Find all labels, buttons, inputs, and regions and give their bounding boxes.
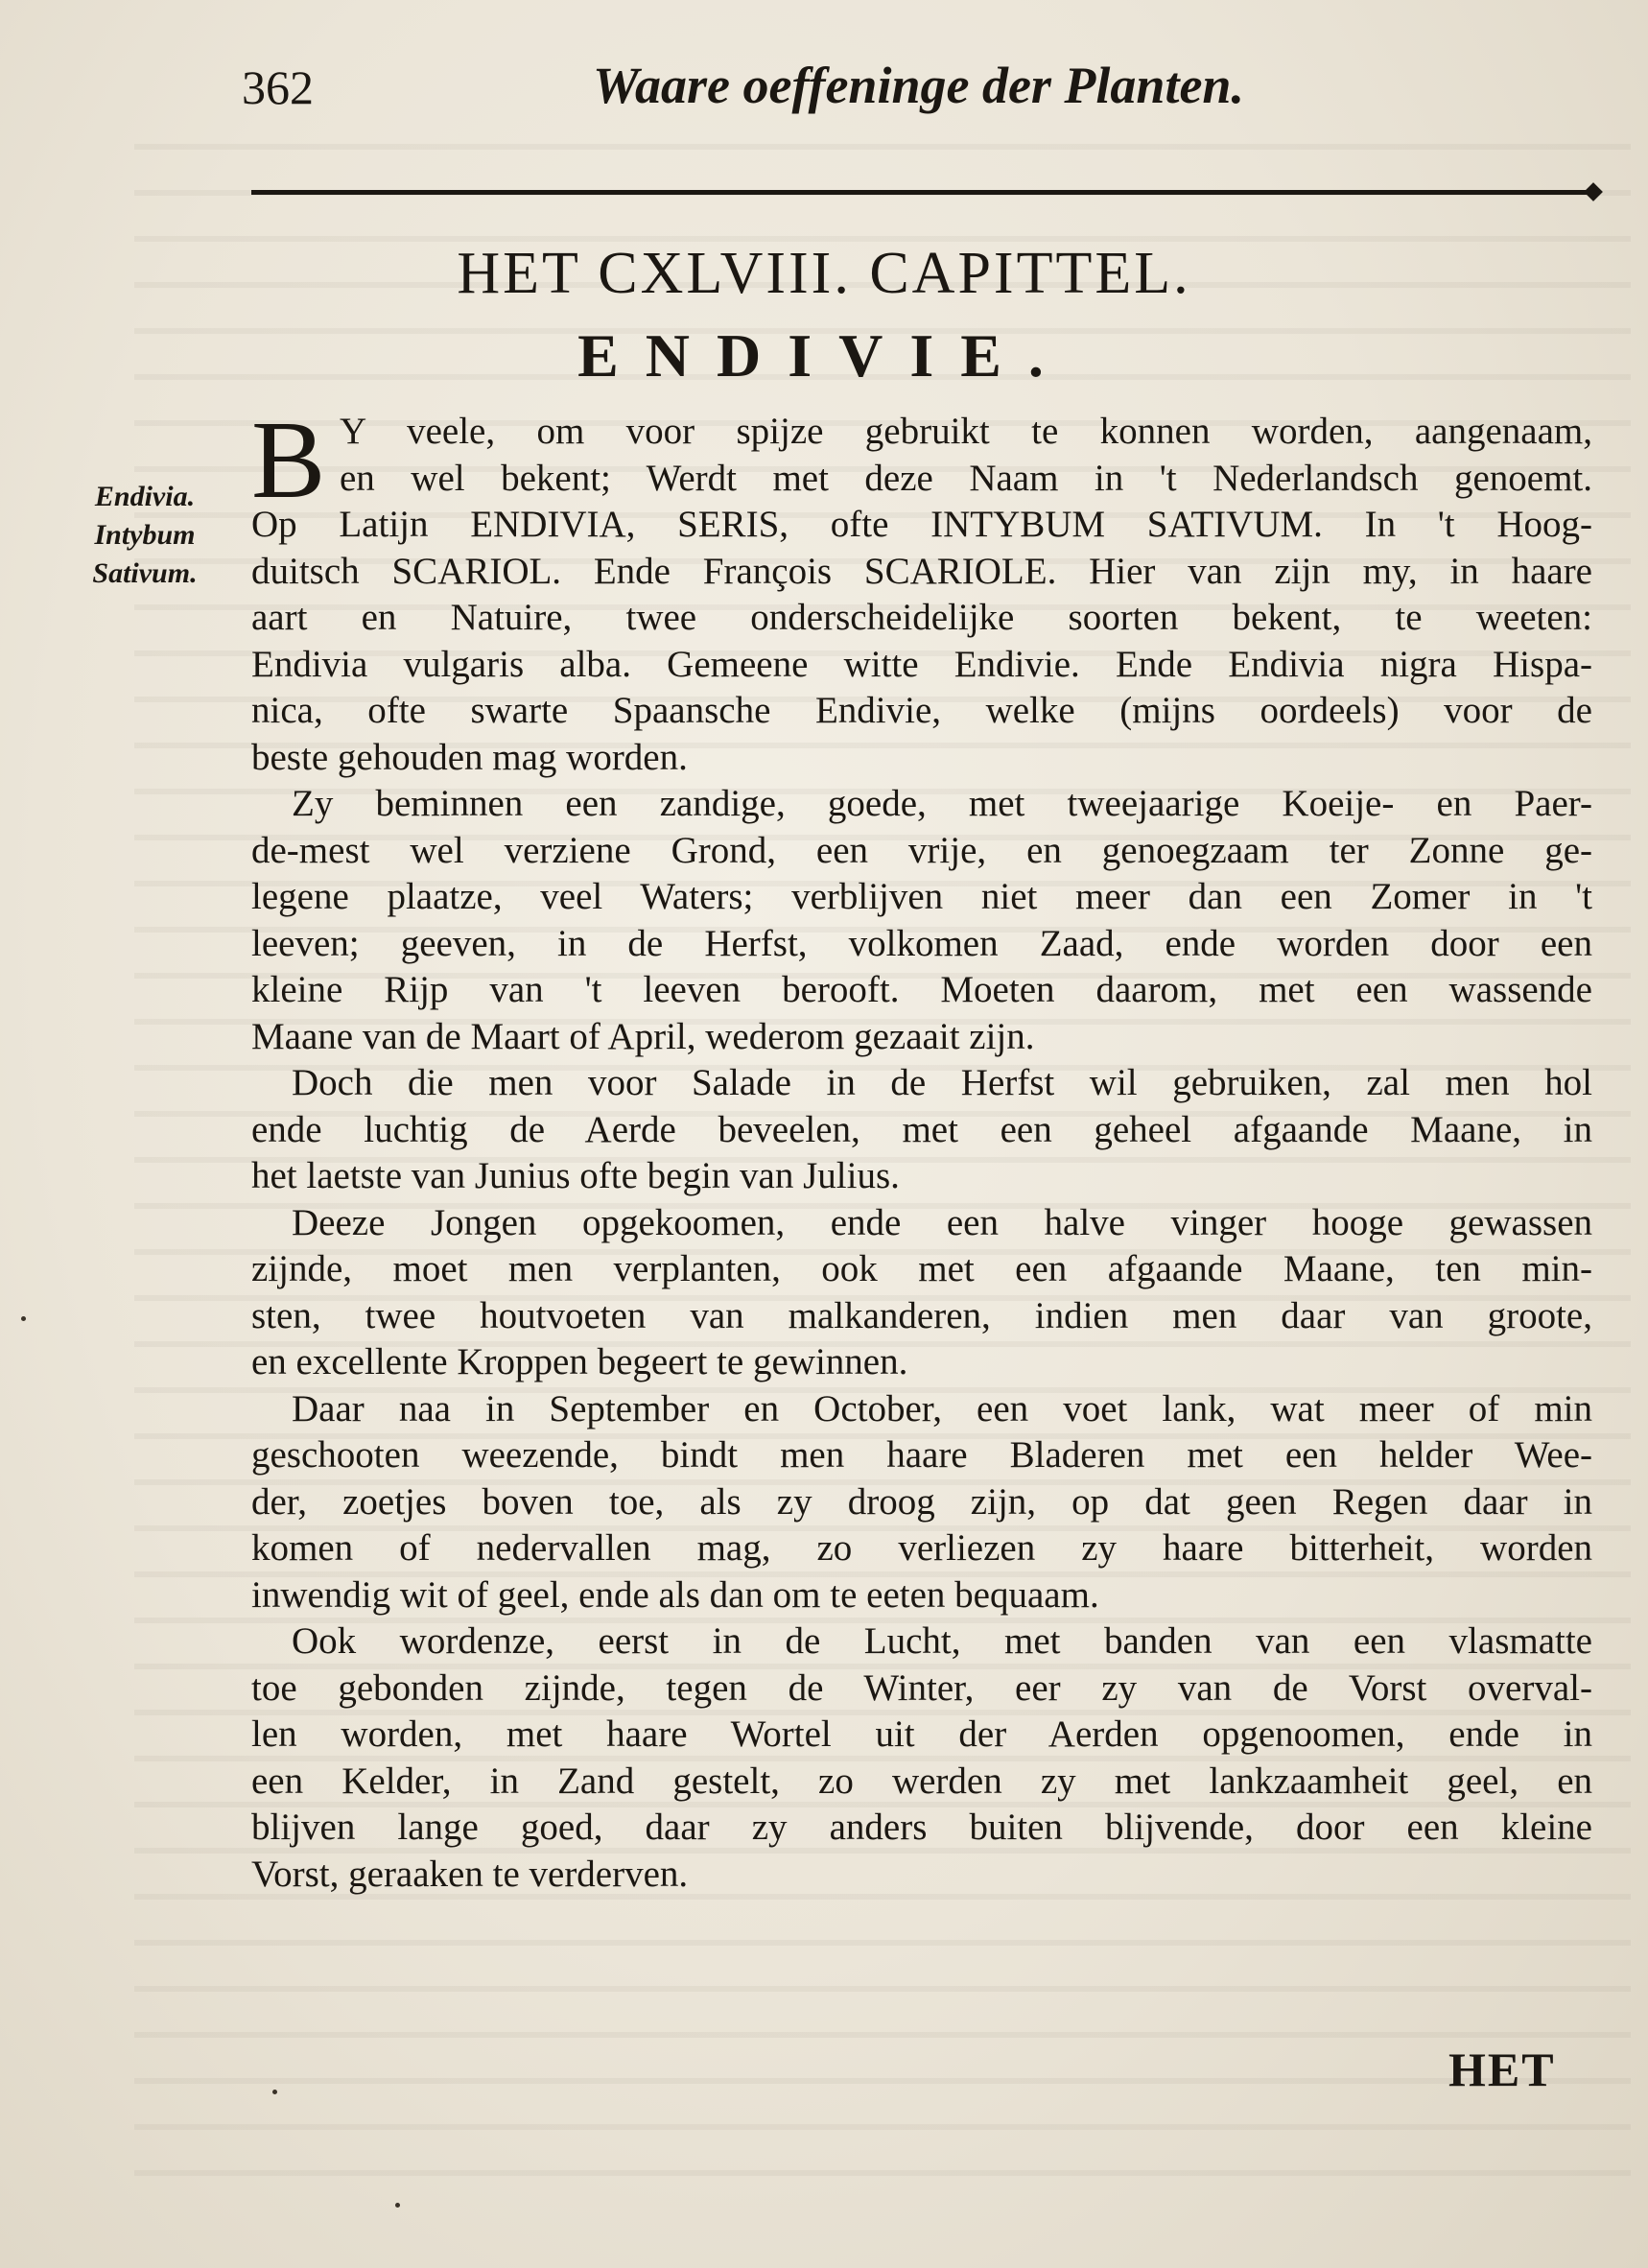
text-line: Op Latijn ENDIVIA, SERIS, ofte INTYBUM SATIVUM. In 't Hoog- [251, 504, 1592, 545]
text-line: Daar naa in September en October, een voet lank, wat meer of min [292, 1387, 1592, 1429]
body-text [251, 399, 1592, 1898]
header-rule [251, 190, 1590, 195]
chapter-title: ENDIVIE. [577, 321, 1071, 390]
text-line: legene plaatze, veel Waters; verblijven niet meer dan een Zomer in 't [251, 876, 1592, 917]
text-line: leeven; geeven, in de Herfst, volkomen Zaad, ende worden door een [251, 922, 1592, 964]
ink-speck [21, 1316, 26, 1321]
text-line: inwendig wit of geel, ende als dan om te eeten bequaam. [251, 1573, 1099, 1616]
catchword: HET [1448, 2043, 1556, 2096]
text-line: Doch die men voor Salade in de Herfst wil gebruiken, zal men hol [292, 1062, 1592, 1103]
ink-speck [272, 2090, 277, 2094]
text-line: Endivia vulgaris alba. Gemeene witte Endivie. Ende Endivia nigra Hispa- [251, 643, 1592, 685]
text-line: Y veele, om voor spijze gebruikt te konnen worden, aangenaam, [340, 411, 1592, 452]
margin-note-line: Endivia. [94, 481, 196, 512]
text-line: der, zoetjes boven toe, als zy droog zijn, op dat geen Regen daar in [251, 1480, 1592, 1523]
chapter-heading: HET CXLVIII. CAPITTEL. [457, 241, 1191, 306]
margin-note-line: Sativum. [92, 557, 198, 589]
text-line: len worden, met haare Wortel uit der Aerden opgenoomen, ende in [251, 1713, 1592, 1755]
text-line: sten, twee houtvoeten van malkanderen, indien men daar van groote, [251, 1294, 1592, 1336]
text-line: een Kelder, in Zand gestelt, zo werden zy met lankzaamheit geel, en [251, 1760, 1592, 1802]
drop-cap: B [251, 399, 326, 522]
text-line: en wel bekent; Werdt met deze Naam in 't Nederlandsch genoemt. [340, 457, 1592, 499]
page-number: 362 [242, 60, 314, 114]
text-line: toe gebonden zijnde, tegen de Winter, eer zy van de Vorst overval- [251, 1666, 1592, 1709]
text-line: Vorst, geraaken te verderven. [251, 1853, 689, 1895]
text-line: het laetste van Junius ofte begin van Julius. [251, 1155, 900, 1196]
running-head: Waare oeffeninge der Planten. [593, 57, 1244, 114]
ink-speck [395, 2203, 400, 2208]
text-line: aart en Natuire, twee onderscheidelijke soorten bekent, te weeten: [251, 597, 1592, 638]
text-line: Deeze Jongen opgekoomen, ende een halve vinger hooge gewassen [292, 1201, 1592, 1243]
text-line: Maane van de Maart of April, wederom gezaait zijn. [251, 1015, 1035, 1057]
text-line: en excellente Kroppen begeert te gewinnen. [251, 1341, 908, 1382]
text-line: de-mest wel verziene Grond, een vrije, en genoegzaam ter Zonne ge- [251, 829, 1592, 871]
text-line: komen of nedervallen mag, zo verliezen zy haare bitterheit, worden [251, 1527, 1592, 1569]
text-line: nica, ofte swarte Spaansche Endivie, welke (mijns oordeels) voor de [251, 690, 1592, 731]
text-line: kleine Rijp van 't leeven berooft. Moeten daarom, met een wassende [251, 969, 1592, 1010]
margin-note-line: Intybum [94, 519, 196, 551]
text-line: ende luchtig de Aerde beveelen, met een geheel afgaande Maane, in [251, 1108, 1592, 1150]
text-line: Ook wordenze, eerst in de Lucht, met banden van een vlasmatte [292, 1620, 1592, 1662]
text-line: beste gehouden mag worden. [251, 736, 688, 778]
text-line: duitsch SCARIOL. Ende François SCARIOLE. Hier van zijn my, in haare [251, 550, 1592, 592]
text-line: blijven lange goed, daar zy anders buiten blijvende, door een kleine [251, 1807, 1592, 1848]
text-line: Zy beminnen een zandige, goede, met tweejaarige Koeije- en Paer- [292, 783, 1592, 824]
text-line: geschooten weezende, bindt men haare Bladeren met een helder Wee- [251, 1434, 1592, 1476]
text-line: zijnde, moet men verplanten, ook met een afgaande Maane, ten min- [251, 1248, 1592, 1289]
margin-note [63, 478, 226, 593]
